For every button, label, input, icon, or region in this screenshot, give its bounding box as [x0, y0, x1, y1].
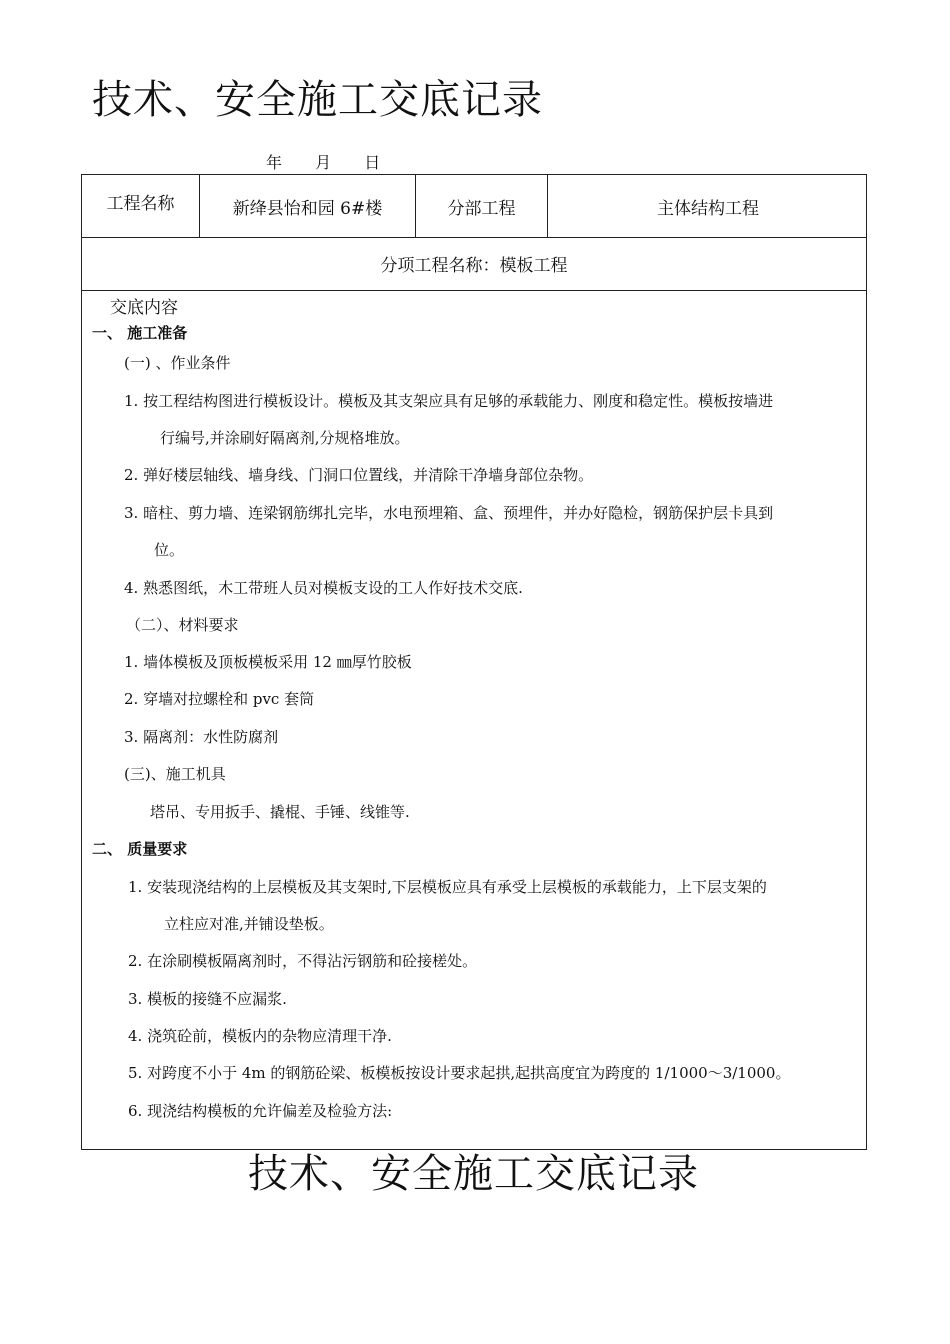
s1-sub3: (三)、施工机具 [124, 765, 226, 783]
list-item: 行编号,并涂刷好隔离剂,分规格堆放。 [160, 429, 410, 447]
list-item: 5. 对跨度不小于 4m 的钢筋砼梁、板模板按设计要求起拱,起拱高度宜为跨度的 1/1000～3/1000。 [128, 1064, 791, 1082]
list-item: 立柱应对准,并铺设垫板。 [164, 915, 334, 933]
division-label: 分部工程 [416, 175, 548, 237]
list-item: 2. 弹好楼层轴线、墙身线、门洞口位置线，并清除干净墙身部位杂物。 [124, 466, 594, 484]
list-item: 3. 暗柱、剪力墙、连梁钢筋绑扎完毕，水电预埋箱、盒、预埋件，并办好隐检，钢筋保护层卡具到 [124, 504, 774, 522]
division-value: 主体结构工程 [657, 198, 759, 219]
date-month: 月 [315, 153, 332, 172]
record-table [81, 174, 867, 1150]
project-name-label: 工程名称 [82, 175, 200, 237]
document-title: 技术、安全施工交底记录 [92, 77, 543, 123]
section2-title: 二、 质量要求 [92, 840, 188, 858]
s1-sub2: （二）、材料要求 [126, 616, 239, 634]
project-name-value: 新绛县怡和园 6#楼 [200, 175, 416, 237]
list-item: 1. 安装现浇结构的上层模板及其支架时,下层模板应具有承受上层模板的承载能力，上下层支架的 [128, 878, 767, 896]
list-item: 2. 在涂刷模板隔离剂时，不得沾污钢筋和砼接槎处。 [128, 952, 478, 970]
list-item: 1. 墙体模板及顶板模板采用 12 ㎜厚竹胶板 [124, 653, 412, 671]
list-item: 3. 模板的接缝不应漏浆. [128, 990, 287, 1008]
header-row [82, 175, 866, 238]
list-item: 4. 浇筑砼前，模板内的杂物应清理干净. [128, 1027, 392, 1045]
list-item: 4. 熟悉图纸，木工带班人员对模板支设的工人作好技术交底. [124, 579, 523, 597]
date-day: 日 [364, 153, 381, 172]
content-heading: 交底内容 [110, 298, 178, 318]
subproject-row: 分项工程名称：模板工程 [82, 237, 866, 291]
list-item: 位。 [154, 541, 185, 559]
footer-title: 技术、安全施工交底记录 [248, 1151, 699, 1197]
date-year: 年 [266, 153, 283, 172]
section1-title: 一、 施工准备 [92, 324, 188, 342]
list-item: 2. 穿墙对拉螺栓和 pvc 套筒 [124, 690, 315, 708]
list-item: 3. 隔离剂：水性防腐剂 [124, 728, 279, 746]
s1-tools: 塔吊、专用扳手、撬棍、手锤、线锥等. [150, 803, 410, 821]
list-item: 1. 按工程结构图进行模板设计。模板及其支架应具有足够的承载能力、刚度和稳定性。模板按墙进 [124, 392, 774, 410]
s1-sub1: (一) 、作业条件 [124, 354, 231, 372]
date-line [266, 150, 408, 173]
list-item: 6. 现浇结构模板的允许偏差及检验方法: [128, 1102, 393, 1120]
